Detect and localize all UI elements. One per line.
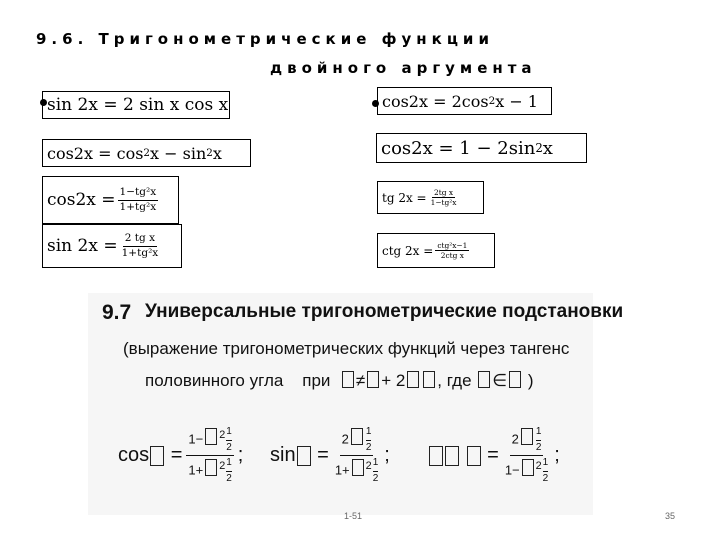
half-denominator: 2	[226, 472, 232, 484]
missing-glyph-icon	[351, 428, 363, 445]
fraction-numerator: 2 tg x	[123, 232, 157, 246]
missing-glyph-icon	[445, 446, 459, 466]
substitution-fraction	[503, 425, 550, 486]
half-numerator: 1	[373, 456, 379, 472]
bullet-right	[372, 100, 379, 107]
denominator-term: 1−	[504, 462, 520, 478]
neq-symbol: ≠	[355, 371, 366, 390]
formula-rhs: x − 1	[495, 91, 538, 111]
half-denominator: 2	[535, 441, 542, 453]
cos-substitution	[118, 425, 243, 486]
condition-text: )	[527, 371, 534, 390]
universal-substitution-panel	[88, 293, 624, 515]
formula-lhs: cos2x = 1 − 2sin	[381, 137, 536, 159]
formula-ctg2x	[377, 233, 495, 268]
missing-glyph-icon	[150, 446, 164, 466]
half-denominator: 2	[542, 472, 549, 484]
missing-glyph-icon	[522, 459, 534, 476]
fraction-denominator	[503, 456, 550, 486]
tg-substitution	[428, 425, 560, 486]
panel-number: 9.7	[102, 301, 132, 324]
denominator-term: 1+	[188, 462, 204, 478]
fraction-denominator: 1−tg²x	[430, 198, 457, 207]
formula-exponent: 2	[206, 147, 213, 159]
equals-sign: =	[317, 444, 329, 466]
missing-glyph-icon	[509, 371, 521, 388]
missing-glyph-icon	[352, 459, 364, 476]
half-numerator: 1	[226, 425, 232, 441]
formula-fraction	[435, 241, 469, 261]
half-denominator: 2	[365, 441, 372, 453]
equals-sign: =	[170, 444, 183, 466]
sin-substitution	[270, 425, 390, 486]
semicolon: ;	[384, 444, 390, 466]
half-fraction	[543, 456, 549, 486]
formula-cos2x-tangent	[42, 176, 179, 224]
exponent: 2	[219, 429, 226, 442]
formula-rhs-part: x	[212, 143, 222, 163]
formula-rhs: x	[542, 137, 553, 159]
formula-sin2x	[42, 91, 230, 119]
fraction-denominator: 1+tg²x	[121, 246, 159, 259]
formula-rhs-part: = cos	[98, 143, 144, 163]
footer-slide-range: 1-51	[344, 511, 363, 521]
panel-subtitle: (выражение тригонометрических функций через тангенс	[123, 339, 570, 358]
missing-glyph-icon	[342, 371, 354, 388]
half-denominator: 2	[226, 441, 232, 453]
formula-fraction	[118, 186, 159, 213]
formula-exponent: 2	[488, 95, 496, 107]
function-name: sin	[270, 444, 296, 466]
fraction-numerator: 2tg x	[434, 187, 454, 197]
exponent: 2	[219, 460, 226, 473]
fraction-denominator	[186, 456, 233, 486]
formula-sin2x-tangent	[42, 224, 182, 268]
panel-title: Универсальные тригонометрические подстановки	[145, 301, 624, 322]
half-numerator: 1	[226, 456, 232, 472]
formula-exponent: 2	[535, 141, 543, 155]
half-fraction	[366, 425, 372, 455]
formula-cos2x-sin	[376, 133, 587, 163]
numerator-term: 2	[341, 431, 349, 447]
exponent: 2	[535, 460, 542, 473]
fraction-numerator	[510, 425, 544, 456]
half-numerator: 1	[366, 425, 372, 441]
fraction-numerator: 1−tg²x	[118, 186, 159, 200]
function-name: cos	[118, 444, 150, 466]
formula-fraction	[429, 188, 459, 208]
half-fraction	[226, 456, 232, 486]
formula-cos2x-difference	[42, 139, 251, 167]
formula-lhs: ctg 2x =	[382, 243, 434, 258]
formula-exponent: 2	[143, 147, 151, 159]
missing-glyph-icon	[429, 446, 443, 466]
formula-lhs: cos2x	[47, 143, 94, 163]
exponent: 2	[365, 460, 372, 473]
condition-text: половинного угла	[145, 371, 284, 390]
half-numerator: 1	[543, 456, 549, 472]
condition-text: , где	[437, 371, 472, 390]
formula-lhs: cos2x =	[47, 190, 116, 210]
formula-lhs: sin 2x =	[47, 236, 118, 256]
formula-rhs-part: x − sin	[150, 143, 207, 163]
formula-rhs: = 2 sin x cos x	[103, 95, 229, 115]
bullet-left	[40, 99, 47, 106]
denominator-term: 1+	[334, 462, 350, 478]
formula-fraction	[120, 232, 161, 259]
numerator-term: 1−	[188, 431, 204, 447]
element-of-symbol: ∈	[492, 371, 508, 390]
half-numerator: 1	[536, 425, 542, 441]
missing-glyph-icon	[467, 446, 481, 466]
missing-glyph-icon	[423, 371, 435, 388]
formula-cos2x-cos	[377, 87, 552, 115]
fraction-numerator	[186, 425, 233, 456]
fraction-denominator: 1+tg²x	[119, 200, 157, 213]
formula-lhs: cos2x = 2cos	[382, 91, 489, 111]
missing-glyph-icon	[297, 446, 311, 466]
section-heading-line2: двойного аргумента	[270, 59, 537, 77]
condition-text: при	[302, 371, 331, 390]
substitution-fraction	[333, 425, 380, 486]
missing-glyph-icon	[205, 459, 217, 476]
section-heading-line1: 9.6. Тригонометрические функции	[36, 30, 494, 48]
equals-sign: =	[487, 444, 499, 466]
half-fraction	[373, 456, 379, 486]
formula-tg2x	[377, 181, 484, 214]
missing-glyph-icon	[205, 428, 217, 445]
formula-lhs: tg 2x =	[382, 190, 427, 205]
fraction-denominator: 2ctg x	[440, 251, 464, 260]
semicolon: ;	[237, 444, 244, 466]
substitution-fraction	[186, 425, 233, 486]
semicolon: ;	[554, 444, 560, 466]
fraction-denominator	[333, 456, 380, 486]
numerator-term: 2	[511, 431, 519, 447]
missing-glyph-icon	[521, 428, 533, 445]
missing-glyph-icon	[478, 371, 490, 388]
half-fraction	[536, 425, 542, 455]
fraction-numerator: ctg²x−1	[437, 240, 468, 250]
panel-condition	[145, 371, 534, 391]
fraction-numerator	[340, 425, 374, 456]
page-number: 35	[665, 511, 676, 521]
missing-glyph-icon	[407, 371, 419, 388]
half-fraction	[226, 425, 232, 455]
plus-term: + 2	[381, 371, 406, 390]
half-denominator: 2	[372, 472, 379, 484]
missing-glyph-icon	[367, 371, 379, 388]
formula-lhs: sin 2x	[47, 95, 98, 115]
